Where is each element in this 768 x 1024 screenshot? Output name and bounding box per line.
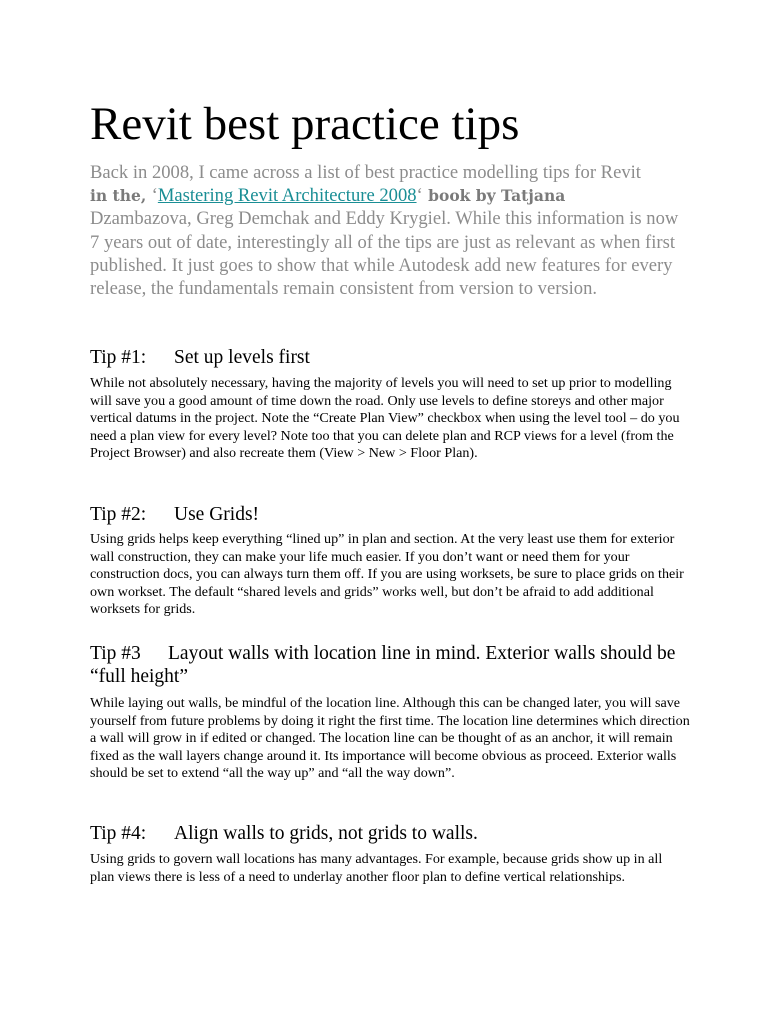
- tip-3-heading: [90, 642, 690, 688]
- tip-1-heading: [90, 346, 310, 369]
- tip-4-number: Tip #4:: [90, 823, 147, 844]
- intro-text-part1: Back in 2008, I came across a list of best practice modelling tips for Revit: [90, 162, 641, 183]
- intro-text-part4: Dzambazova, Greg Demchak and Eddy Krygiel. While this information is now 7 years out of date, interestingly all of the tips are just as relevant as when first published. It just goes to show that while Autodesk add new features for every release, the fundamentals remain consistent from version to version.: [90, 208, 679, 300]
- book-title-link[interactable]: Mastering Revit Architecture 2008: [157, 185, 417, 207]
- intro-quote-close: ‘: [416, 185, 423, 207]
- tip-1-title: Set up levels first: [174, 347, 310, 368]
- page-title: Revit best practice tips: [90, 98, 520, 150]
- tip-1-number: Tip #1:: [90, 347, 147, 368]
- tip-4-heading: [90, 822, 478, 845]
- intro-text-part2: in the,: [90, 186, 152, 206]
- tip-4-title: Align walls to grids, not grids to walls.: [174, 823, 478, 844]
- tip-2-body: Using grids helps keep everything “lined up” in plan and section. At the very least use them for exterior wall construction, they can make your life much easier. If you don’t want or need them for your construction docs, you can always turn them off. If you are using worksets, be sure to place grids on their own workset. The default “shared levels and grids” works well, but don’t be afraid to add additional worksets for grids.: [90, 531, 684, 618]
- tip-2-number: Tip #2:: [90, 504, 147, 525]
- intro-quote-open: ‘: [151, 185, 158, 207]
- intro-paragraph: [90, 161, 690, 300]
- tip-3-body: While laying out walls, be mindful of the location line. Although this can be changed later, you will save yourself from future problems by doing it right the first time. The location line determines which direction a wall will grow in if edited or changed. The location line can be thought of as an anchor, it will remain fixed as the wall layers change around it. Its importance will become obvious as proceed. Exterior walls should be set to extend “all the way up” and “all the way down”.: [90, 695, 690, 782]
- tip-2-heading: [90, 503, 259, 526]
- tip-4-body: Using grids to govern wall locations has many advantages. For example, because grids show up in all plan views there is less of a need to underlay another floor plan to define vertical relationships.: [90, 851, 663, 885]
- tip-3-number: Tip #3: [90, 643, 141, 664]
- intro-text-part3: book by Tatjana: [422, 186, 566, 206]
- tip-3-title: Layout walls with location line in mind. Exterior walls should be “full height”: [90, 643, 676, 687]
- tip-2-title: Use Grids!: [174, 504, 260, 525]
- tip-1-body: While not absolutely necessary, having the majority of levels you will need to set up prior to modelling will save you a good amount of time down the road. Only use levels to define storeys and other major vertical datums in the project. Note the “Create Plan View” checkbox when using the level tool – do you need a plan view for every level? Note too that you can delete plan and RCP views for a level (from the Project Browser) and also recreate them (View > New > Floor Plan).: [90, 375, 680, 462]
